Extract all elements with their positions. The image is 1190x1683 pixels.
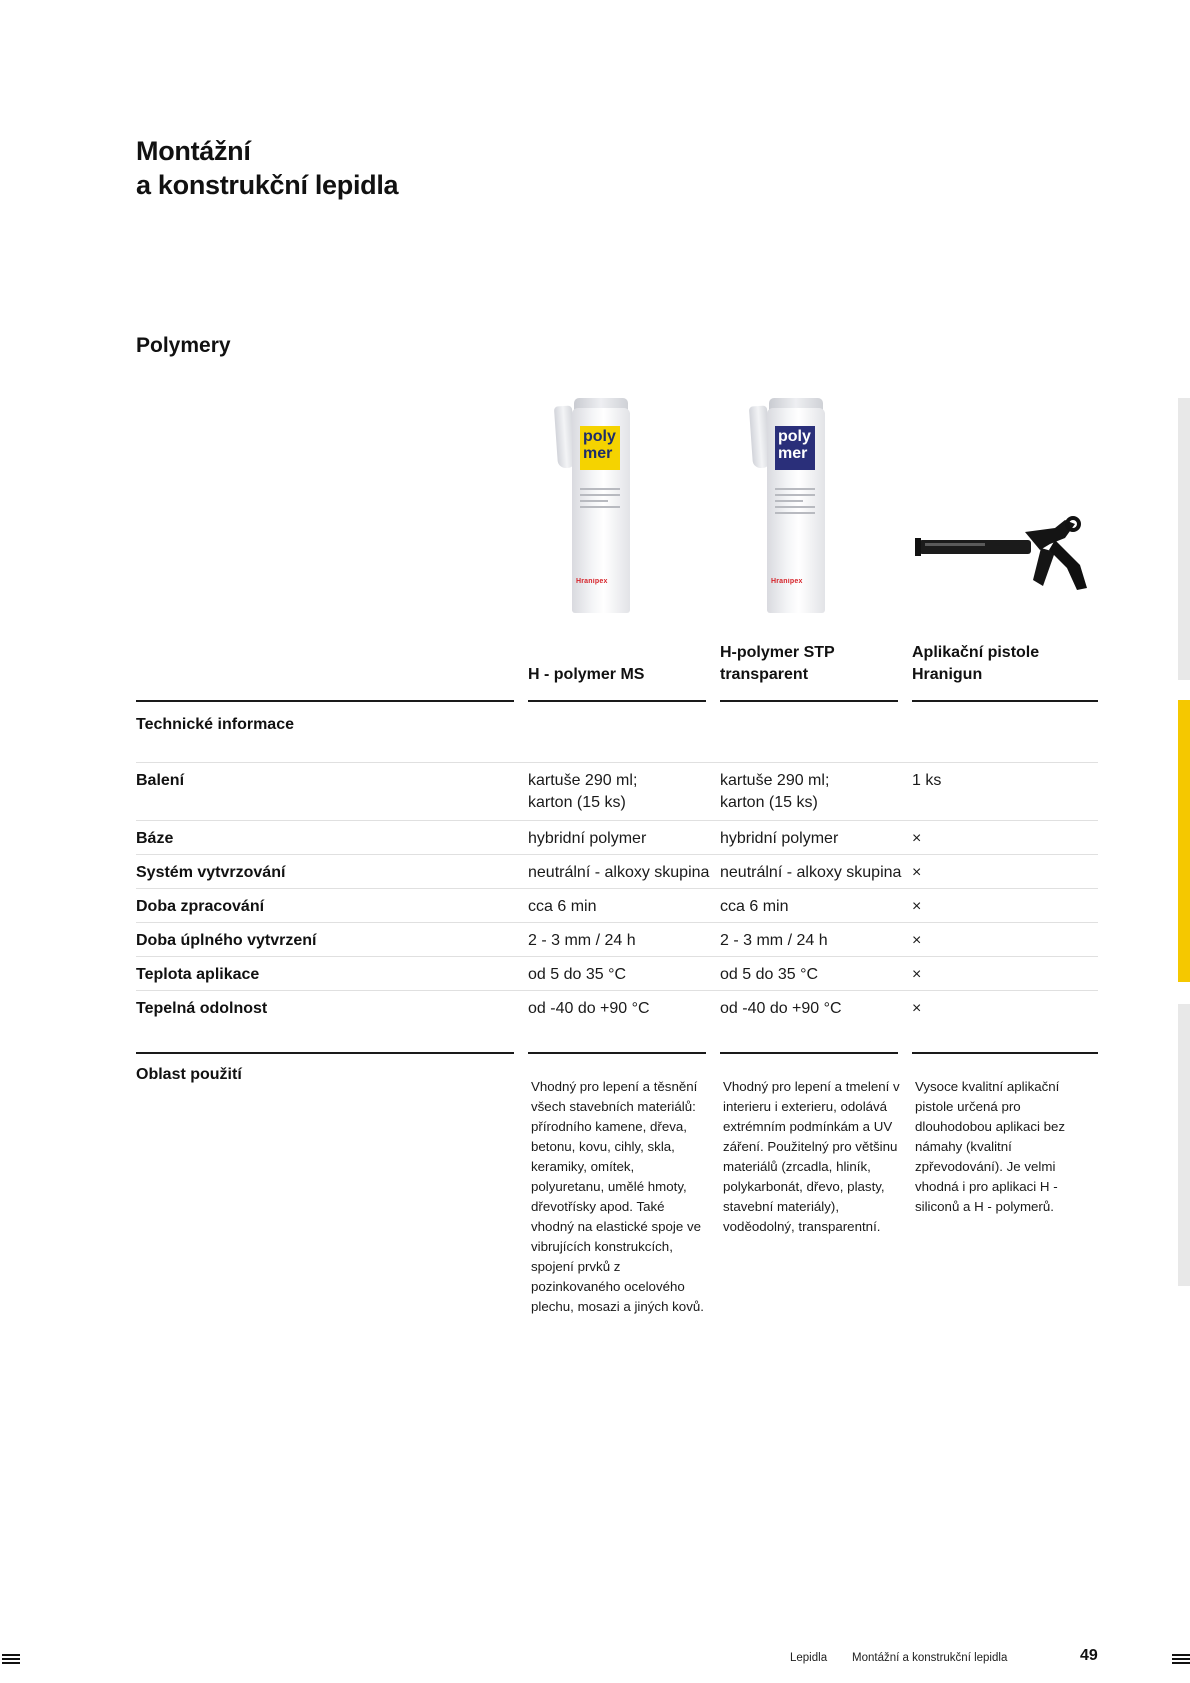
side-tab-grey-top bbox=[1178, 398, 1190, 680]
usage-rule-stp bbox=[720, 1052, 898, 1054]
cell-stp-odolnost: od -40 do +90 °C bbox=[720, 1000, 842, 1017]
side-tab-grey-bottom bbox=[1178, 1004, 1190, 1286]
row-label-teplota: Teplota aplikace bbox=[136, 966, 260, 983]
column-header-gun bbox=[912, 642, 1039, 686]
gun-barrel-highlight bbox=[925, 543, 985, 546]
gun-trigger bbox=[1033, 548, 1055, 586]
row-label-baze: Báze bbox=[136, 830, 174, 847]
cell-ms-odolnost: od -40 do +90 °C bbox=[528, 1000, 650, 1017]
cell-ms-teplota: od 5 do 35 °C bbox=[528, 966, 627, 983]
row-divider bbox=[136, 820, 1098, 821]
product-label-ms-line1: poly bbox=[583, 428, 616, 445]
column-header-gun-line2: Hranigun bbox=[912, 666, 983, 683]
row-label-zpracovani: Doba zpracování bbox=[136, 898, 265, 915]
cell-stp-baleni bbox=[720, 770, 829, 814]
cell-stp-baze: hybridní polymer bbox=[720, 830, 839, 847]
cell-stp-teplota: od 5 do 35 °C bbox=[720, 966, 819, 983]
product-label-stp-line1: poly bbox=[778, 428, 811, 445]
caulking-gun-image bbox=[915, 510, 1095, 600]
row-label-baleni: Balení bbox=[136, 772, 185, 789]
section-heading: Polymery bbox=[136, 334, 231, 357]
product-brand-ms: Hranipex bbox=[576, 578, 608, 585]
row-divider bbox=[136, 922, 1098, 923]
usage-rule-ms bbox=[528, 1052, 706, 1054]
product-label-stp-line2: mer bbox=[778, 445, 808, 462]
cell-gun-zpracovani: × bbox=[912, 898, 922, 915]
menu-icon-right[interactable] bbox=[1172, 1654, 1190, 1666]
product-label-stp bbox=[775, 426, 815, 470]
header-rule-gun bbox=[912, 700, 1098, 702]
usage-rule-gun bbox=[912, 1052, 1098, 1054]
cell-gun-vytvrzeni: × bbox=[912, 932, 922, 949]
usage-text-stp: Vhodný pro lepení a tmelení v interieru i exterieru, odolává extrémním podmínkám a UV záření. Použitelný pro většinu materiálů (zrcadla, hliník, polykarbonát, dřevo, plasty, stavební materiály), voděodolný, transparentní. bbox=[723, 1079, 900, 1234]
row-divider bbox=[136, 990, 1098, 991]
menu-icon-left[interactable] bbox=[2, 1654, 20, 1666]
group-heading: Technické informace bbox=[136, 716, 294, 733]
cell-gun-baze: × bbox=[912, 830, 922, 847]
product-image-stp bbox=[745, 396, 845, 621]
header-rule-label bbox=[136, 700, 514, 702]
cell-ms-system: neutrální - alkoxy skupina bbox=[528, 864, 710, 881]
cell-gun-baleni: 1 ks bbox=[912, 772, 942, 789]
cell-gun-teplota: × bbox=[912, 966, 922, 983]
page-title-line2: a konstrukční lepidla bbox=[136, 170, 399, 200]
column-header-ms: H - polymer MS bbox=[528, 666, 645, 683]
page-title-line1: Montážní bbox=[136, 136, 251, 166]
cell-stp-zpracovani: cca 6 min bbox=[720, 898, 789, 915]
cell-stp-vytvrzeni: 2 - 3 mm / 24 h bbox=[720, 932, 828, 949]
row-label-system: Systém vytvrzování bbox=[136, 864, 286, 881]
side-tab-active bbox=[1178, 700, 1190, 982]
product-label-ms bbox=[580, 426, 620, 470]
row-divider bbox=[136, 854, 1098, 855]
header-rule-stp bbox=[720, 700, 898, 702]
row-divider bbox=[136, 762, 1098, 763]
cell-ms-vytvrzeni: 2 - 3 mm / 24 h bbox=[528, 932, 636, 949]
page-number: 49 bbox=[1080, 1647, 1098, 1664]
cell-ms-baleni-line2: karton (15 ks) bbox=[528, 794, 626, 811]
column-header-stp-line1: H-polymer STP bbox=[720, 644, 835, 661]
cell-ms-zpracovani: cca 6 min bbox=[528, 898, 597, 915]
usage-heading: Oblast použití bbox=[136, 1066, 242, 1083]
cell-stp-baleni-line2: karton (15 ks) bbox=[720, 794, 818, 811]
footer-category: Lepidla bbox=[790, 1652, 828, 1664]
gun-handle bbox=[1049, 540, 1087, 590]
row-label-vytvrzeni: Doba úplného vytvrzení bbox=[136, 932, 317, 949]
header-rule-ms bbox=[528, 700, 706, 702]
column-header-gun-line1: Aplikační pistole bbox=[912, 644, 1040, 661]
product-fine-print bbox=[580, 488, 620, 512]
cell-gun-system: × bbox=[912, 864, 922, 881]
product-fine-print bbox=[775, 488, 815, 518]
usage-text-ms: Vhodný pro lepení a těsnění všech stavebních materiálů: přírodního kamene, dřeva, betonu, kovu, cihly, skla, keramiky, omítek, polyuretanu, umělé hmoty, dřevotřísky apod. Také vhodný na elastické spoje ve vibrujících konstrukcích, spojení prvků z pozinkovaného ocelového plechu, mosazi a jiných kovů. bbox=[531, 1079, 704, 1314]
cell-stp-baleni-line1: kartuše 290 ml; bbox=[720, 772, 830, 789]
page-title bbox=[136, 134, 398, 202]
product-label-ms-line2: mer bbox=[583, 445, 613, 462]
cell-ms-baleni bbox=[528, 770, 637, 814]
product-brand-stp: Hranipex bbox=[771, 578, 803, 585]
gun-end-cap bbox=[915, 538, 921, 556]
row-divider bbox=[136, 888, 1098, 889]
row-divider bbox=[136, 956, 1098, 957]
usage-text-gun: Vysoce kvalitní aplikační pistole určená pro dlouhodobou aplikaci bez námahy (kvalitní zpřevodování). Je velmi vhodná i pro aplikaci H - siliconů a H - polymerů. bbox=[915, 1079, 1066, 1214]
footer-chapter: Montážní a konstrukční lepidla bbox=[852, 1652, 1008, 1664]
usage-rule-label bbox=[136, 1052, 514, 1054]
cell-gun-odolnost: × bbox=[912, 1000, 922, 1017]
cell-ms-baze: hybridní polymer bbox=[528, 830, 647, 847]
cell-ms-baleni-line1: kartuše 290 ml; bbox=[528, 772, 638, 789]
column-header-stp-line2: transparent bbox=[720, 666, 809, 683]
cell-stp-system: neutrální - alkoxy skupina bbox=[720, 864, 902, 881]
row-label-odolnost: Tepelná odolnost bbox=[136, 1000, 268, 1017]
product-image-ms bbox=[550, 396, 650, 621]
gun-barrel bbox=[919, 540, 1031, 554]
column-header-stp bbox=[720, 642, 835, 686]
